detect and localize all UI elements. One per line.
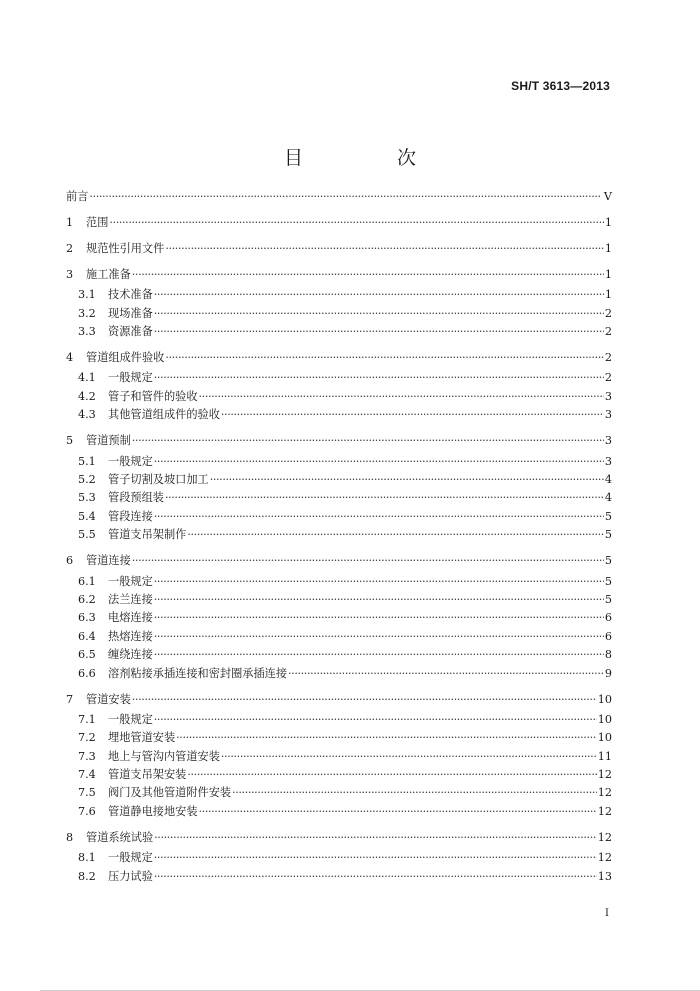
toc-entry-page: 6 [604, 629, 612, 643]
toc-entry[interactable] [66, 609, 612, 627]
toc-entry[interactable] [66, 665, 612, 683]
toc-entry-number: 6.6 [78, 666, 96, 680]
toc-dot-leader [154, 711, 597, 729]
toc-entry-page: 2 [604, 325, 612, 339]
toc-dot-leader [154, 849, 597, 867]
toc-dot-leader [154, 305, 604, 323]
toc-dot-leader [154, 453, 604, 471]
toc-dot-leader [165, 489, 604, 507]
toc-entry-label: 资源准备 [108, 325, 153, 339]
toc-dot-leader [154, 591, 604, 609]
toc-entry[interactable] [66, 214, 612, 232]
toc-entry-page: 6 [604, 611, 612, 625]
toc-gap [66, 425, 612, 433]
toc-entry-page: 1 [604, 215, 612, 229]
toc-entry-number: 8 [66, 830, 74, 844]
toc-entry-label: 阀门及其他管道附件安装 [108, 786, 232, 800]
toc-entry-label: 压力试验 [108, 869, 153, 883]
toc-entry-number: 4.1 [78, 371, 96, 385]
toc-entry-page: 13 [597, 869, 612, 883]
standard-code: SH/T 3613—2013 [511, 79, 610, 93]
toc-entry-page: 12 [597, 786, 612, 800]
toc-entry-page: 4 [604, 491, 612, 505]
toc-entry[interactable] [66, 849, 612, 867]
toc-gap [66, 683, 612, 691]
toc-dot-leader [165, 240, 604, 258]
toc-entry-page: 5 [604, 574, 612, 588]
toc-entry[interactable] [66, 526, 612, 544]
toc-entry-number: 5.3 [78, 491, 96, 505]
toc-entry[interactable] [66, 691, 612, 709]
toc-entry[interactable] [66, 784, 612, 802]
toc-entry-number: 7.4 [78, 768, 96, 782]
toc-gap [66, 232, 612, 240]
toc-entry-number: 6.3 [78, 611, 96, 625]
toc-entry[interactable] [66, 323, 612, 341]
toc-dot-leader [221, 406, 604, 424]
toc-dot-leader [154, 508, 604, 526]
toc-entry-number: 6.2 [78, 592, 96, 606]
toc-entry-page: 9 [604, 666, 612, 680]
toc-entry[interactable] [66, 471, 612, 489]
toc-entry-label: 管子和管件的验收 [108, 389, 198, 403]
toc-entry-page: 8 [604, 648, 612, 662]
toc-dot-leader [132, 552, 604, 570]
toc-entry[interactable] [66, 406, 612, 424]
toc-entry-label: 规范性引用文件 [86, 241, 165, 255]
toc-entry[interactable] [66, 748, 612, 766]
toc-dot-leader [176, 729, 597, 747]
toc-entry-number: 3.3 [78, 325, 96, 339]
toc-entry-number: 5 [66, 434, 74, 448]
toc-entry-page: 12 [597, 768, 612, 782]
toc-entry-page: V [603, 189, 612, 203]
toc-entry-label: 管道支吊架制作 [108, 528, 187, 542]
toc-dot-leader [132, 432, 604, 450]
toc-entry-number: 3 [66, 267, 74, 281]
toc-entry-label: 缠绕连接 [108, 648, 153, 662]
toc-entry-label: 管段连接 [108, 509, 153, 523]
toc-entry[interactable] [66, 388, 612, 406]
toc-gap [66, 821, 612, 829]
toc-entry-number: 6.5 [78, 648, 96, 662]
toc-entry[interactable] [66, 432, 612, 450]
toc-entry-page: 5 [604, 592, 612, 606]
toc-entry-page: 5 [604, 554, 612, 568]
toc-entry-page: 5 [604, 509, 612, 523]
toc-entry[interactable] [66, 552, 612, 570]
toc-entry-page: 3 [604, 434, 612, 448]
toc-entry-page: 10 [597, 712, 612, 726]
toc-entry-page: 12 [597, 830, 612, 844]
toc-entry-number: 6.4 [78, 629, 96, 643]
toc-dot-leader [154, 868, 597, 886]
toc-dot-leader [89, 188, 603, 206]
toc-entry-label: 管道静电接地安装 [108, 804, 198, 818]
toc-entry[interactable] [66, 766, 612, 784]
toc-entry[interactable] [66, 508, 612, 526]
toc-entry[interactable] [66, 711, 612, 729]
toc-dot-leader [154, 323, 604, 341]
toc-dot-leader [187, 526, 604, 544]
toc-entry-label: 埋地管道安装 [108, 731, 176, 745]
toc-dot-leader [154, 829, 597, 847]
toc-entry-label: 技术准备 [108, 288, 153, 302]
toc-entry[interactable] [66, 868, 612, 886]
toc-dot-leader [288, 665, 604, 683]
toc-entry-page: 2 [604, 371, 612, 385]
toc-entry[interactable] [66, 591, 612, 609]
toc-entry[interactable] [66, 188, 612, 206]
toc-entry-label: 溶剂粘接承插连接和密封圈承插连接 [108, 666, 288, 680]
toc-entry-label: 现场准备 [108, 306, 153, 320]
toc-dot-leader [154, 609, 604, 627]
toc-entry[interactable] [66, 646, 612, 664]
toc-entry[interactable] [66, 286, 612, 304]
toc-dot-leader [199, 388, 604, 406]
toc-entry-page: 1 [604, 288, 612, 302]
toc-entry-label: 前言 [66, 189, 89, 203]
toc-entry-page: 12 [597, 804, 612, 818]
toc-dot-leader [154, 646, 604, 664]
toc-entry-label: 管道支吊架安装 [108, 768, 187, 782]
toc-entry-number: 7.2 [78, 731, 96, 745]
toc-dot-leader [109, 214, 603, 232]
toc-dot-leader [154, 369, 604, 387]
toc-entry-number: 7 [66, 692, 74, 706]
toc-gap [66, 258, 612, 266]
toc-entry-label: 一般规定 [108, 712, 153, 726]
toc-entry[interactable] [66, 305, 612, 323]
toc-entry-page: 10 [597, 731, 612, 745]
toc-dot-leader [165, 349, 604, 367]
toc-entry-number: 5.4 [78, 509, 96, 523]
toc-dot-leader [154, 286, 604, 304]
toc-entry-label: 热熔连接 [108, 629, 153, 643]
toc-entry-label: 施工准备 [86, 267, 131, 281]
toc-entry-number: 2 [66, 241, 74, 255]
toc-entry-number: 7.5 [78, 786, 96, 800]
toc-entry[interactable] [66, 628, 612, 646]
toc-entry-number: 7.6 [78, 804, 96, 818]
toc-entry[interactable] [66, 240, 612, 258]
toc-entry-label: 管道组成件验收 [86, 351, 165, 365]
toc-dot-leader [154, 573, 604, 591]
toc-entry-label: 一般规定 [108, 574, 153, 588]
toc-entry-page: 12 [597, 851, 612, 865]
toc-entry-number: 3.2 [78, 306, 96, 320]
toc-entry-number: 4.3 [78, 408, 96, 422]
toc-entry-label: 管段预组装 [108, 491, 164, 505]
toc-dot-leader [132, 266, 604, 284]
toc-entry-page: 1 [604, 241, 612, 255]
toc-entry-number: 6 [66, 554, 74, 568]
toc-entry-number: 3.1 [78, 288, 96, 302]
toc-entry-label: 法兰连接 [108, 592, 153, 606]
toc-entry-page: 4 [604, 473, 612, 487]
toc-entry-number: 6.1 [78, 574, 96, 588]
toc-dot-leader [210, 471, 604, 489]
toc-entry-number: 4.2 [78, 389, 96, 403]
toc-entry[interactable] [66, 453, 612, 471]
toc-entry[interactable] [66, 829, 612, 847]
toc-entry-page: 3 [604, 408, 612, 422]
toc-entry[interactable] [66, 729, 612, 747]
toc-entry-label: 范围 [86, 215, 109, 229]
toc-entry-page: 3 [604, 454, 612, 468]
toc-entry-label: 地上与管沟内管道安装 [108, 749, 220, 763]
toc-entry[interactable] [66, 489, 612, 507]
toc-dot-leader [154, 628, 604, 646]
toc-dot-leader [232, 784, 597, 802]
toc-entry-page: 5 [604, 528, 612, 542]
toc-entry[interactable] [66, 803, 612, 821]
table-of-contents [66, 188, 612, 886]
toc-entry-number: 5.1 [78, 454, 96, 468]
toc-entry-label: 管子切割及坡口加工 [108, 473, 209, 487]
toc-entry-page: 10 [597, 692, 612, 706]
toc-entry[interactable] [66, 573, 612, 591]
toc-entry-label: 管道安装 [86, 692, 131, 706]
toc-entry-number: 8.2 [78, 869, 96, 883]
toc-dot-leader [132, 691, 597, 709]
toc-entry-page: 11 [597, 749, 612, 763]
toc-entry-label: 一般规定 [108, 851, 153, 865]
toc-entry-number: 7.3 [78, 749, 96, 763]
toc-entry-label: 一般规定 [108, 371, 153, 385]
toc-entry-label: 电熔连接 [108, 611, 153, 625]
toc-entry-page: 1 [604, 267, 612, 281]
toc-entry-number: 5.5 [78, 528, 96, 542]
toc-gap [66, 545, 612, 553]
toc-dot-leader [187, 766, 596, 784]
toc-entry-page: 3 [604, 389, 612, 403]
toc-entry-label: 管道连接 [86, 554, 131, 568]
toc-entry-label: 其他管道组成件的验收 [108, 408, 220, 422]
toc-gap [66, 206, 612, 214]
toc-entry-number: 1 [66, 215, 74, 229]
toc-entry-label: 管道系统试验 [86, 830, 154, 844]
toc-entry[interactable] [66, 266, 612, 284]
toc-entry-number: 4 [66, 351, 74, 365]
toc-entry-label: 管道预制 [86, 434, 131, 448]
toc-dot-leader [199, 803, 597, 821]
toc-entry[interactable] [66, 370, 612, 388]
toc-entry-number: 8.1 [78, 851, 96, 865]
toc-gap [66, 342, 612, 350]
toc-entry-number: 7.1 [78, 712, 96, 726]
toc-entry-page: 2 [604, 351, 612, 365]
page-number: I [605, 908, 609, 919]
toc-dot-leader [221, 748, 597, 766]
toc-entry-page: 2 [604, 306, 612, 320]
toc-entry[interactable] [66, 349, 612, 367]
toc-entry-number: 5.2 [78, 473, 96, 487]
toc-title: 目 次 [283, 147, 461, 169]
toc-entry-label: 一般规定 [108, 454, 153, 468]
